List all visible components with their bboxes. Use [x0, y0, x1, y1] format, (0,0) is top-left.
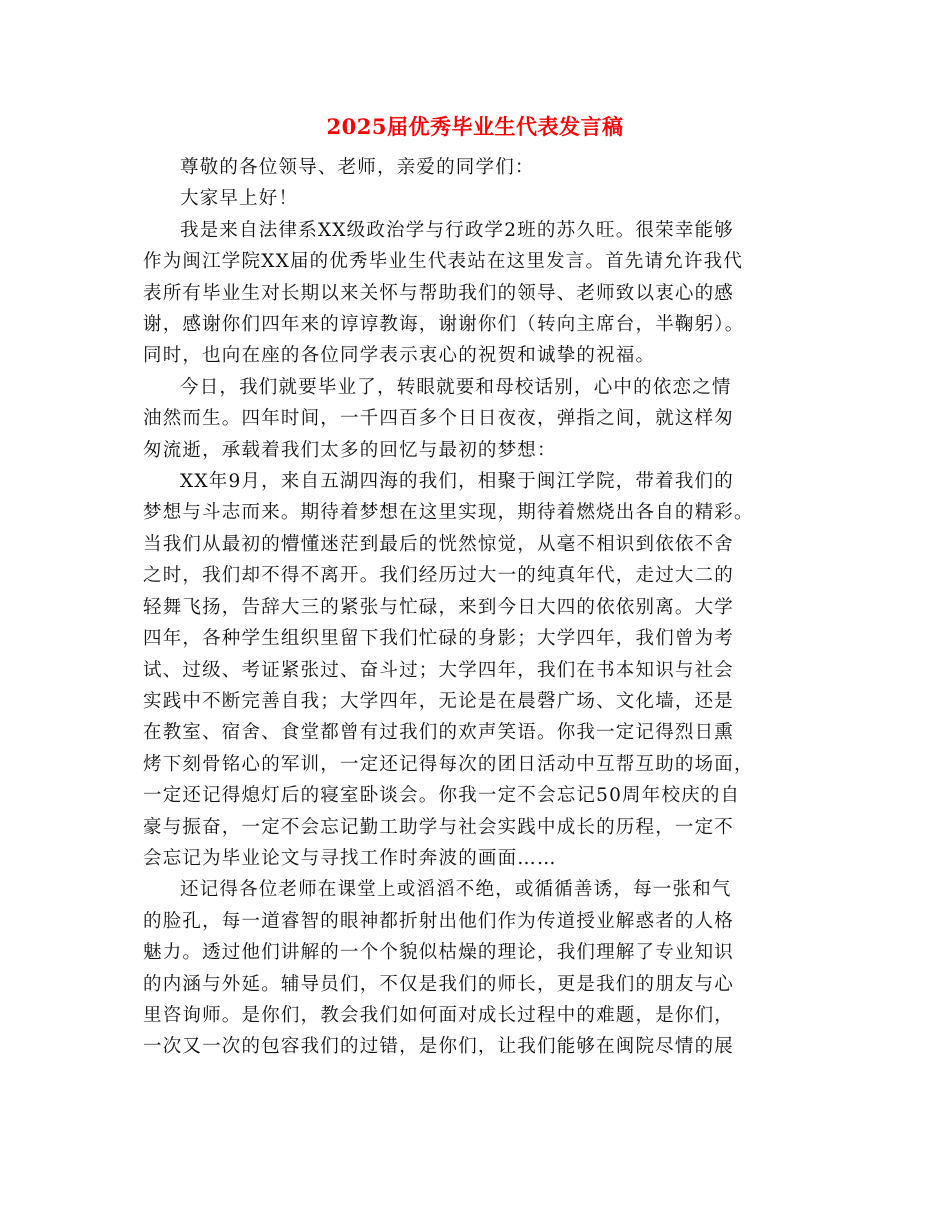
teachers-paragraph: 还记得各位老师在课堂上或滔滔不绝，或循循善诱，每一张和气 的脸孔，每一道睿智的眼神都折射出他们作为传道授业解惑者的人格 魅力。透过他们讲解的一个个貌似枯燥的理论，我们理解了专业知识 的内涵与外延。辅导员们，不仅是我们的师长，更是我们的朋友与心 里咨询师。是你们，教会我们如何面对成长过程中的难题，是你们， 一次又一次的包容我们的过错，是你们，让我们能够在闽院尽情的展: [143, 879, 735, 1058]
graduation-paragraph: 今日，我们就要毕业了，转眼就要和母校话别，心中的依恋之情 油然而生。四年时间，一千四百多个日日夜夜，弹指之间，就这样匆 匆流逝，承载着我们太多的回忆与最初的梦想：: [143, 376, 735, 461]
introduction-paragraph: 我是来自法律系XX级政治学与行政学2班的苏久旺。很荣幸能够 作为闽江学院XX届的优秀毕业生代表站在这里发言。首先请允许我代 表所有毕业生对长期以来关怀与帮助我们的领导、老师致以衷心的感 谢，感谢你们四年来的谆谆教诲，谢谢你们（转向主席台，半鞠躬）。 同时，也向在座的各位同学表示衷心的祝贺和诚挚的祝福。: [143, 219, 745, 367]
greeting-paragraph: 大家早上好！: [180, 188, 299, 210]
salutation-paragraph: 尊敬的各位领导、老师，亲爱的同学们：: [180, 157, 535, 178]
document-body: [143, 152, 810, 1063]
memories-paragraph: XX年9月，来自五湖四海的我们，相聚于闽江学院，带着我们的 梦想与斗志而来。期待着梦想在这里实现，期待着燃烧出各自的精彩。 当我们从最初的懵懂迷茫到最后的恍然惊觉，从毫不相识到依依不舍 之时，我们却不得不离开。我们经历过大一的纯真年代，走过大二的 轻舞飞扬，告辞大三的紧张与忙碌，来到今日大四的依依别离。大学 四年，各种学生组织里留下我们忙碌的身影；大学四年，我们曾为考 试、过级、考证紧张过、奋斗过；大学四年，我们在书本知识与社会 实践中不断完善自我；大学四年，无论是在晨磬广场、文化墙，还是 在教室、宿舍、食堂都曾有过我们的欢声笑语。你我一定记得烈日熏 烤下刻骨铭心的军训，一定还记得每次的团日活动中互帮互助的场面， 一定还记得熄灯后的寝室卧谈会。你我一定不会忘记50周年校庆的自 豪与振奋，一定不会忘记勤工助学与社会实践中成长的历程，一定不 会忘记为毕业论文与寻找工作时奔波的画面……: [143, 471, 754, 869]
document-title: 2025届优秀毕业生代表发言稿: [326, 114, 624, 139]
